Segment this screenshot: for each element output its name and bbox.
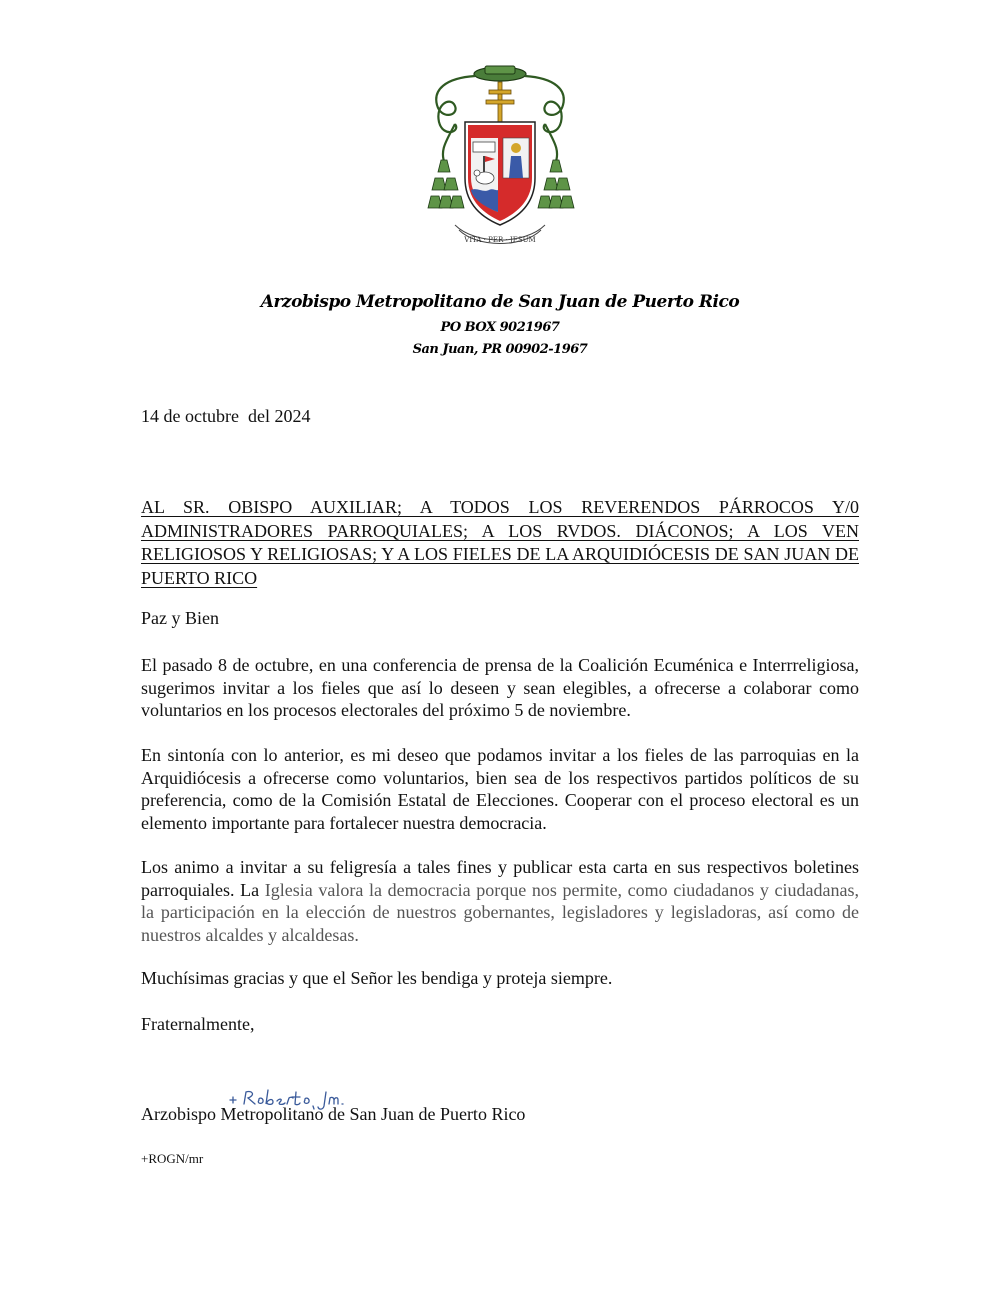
greeting: Paz y Bien xyxy=(141,608,219,628)
body-paragraph-3 xyxy=(141,856,859,946)
body-paragraph-3-part-1: Los animo a invitar a su feligresía a tales fines y publicar esta carta en sus respectivos boletines parroquiales. La xyxy=(141,857,859,900)
letterhead-po-box: PO BOX 9021967 xyxy=(440,320,560,335)
thanks-line: Muchísimas gracias y que el Señor les bendiga y proteja siempre. xyxy=(141,968,613,988)
addressee-block: AL SR. OBISPO AUXILIAR; A TODOS LOS REVERENDOS PÁRROCOS Y/0 ADMINISTRADORES PARROQUIALES; A LOS RVDOS. DIÁCONOS; A LOS VEN RELIGIOSOS Y RELIGIOSAS; Y A LOS FIELES DE LA ARQUIDIÓCESIS DE SAN JUAN DE PUERTO RICO xyxy=(141,497,859,588)
coat-of-arms-image xyxy=(425,60,575,250)
letter-date: 14 de octubre del 2024 xyxy=(141,406,311,426)
signatory-title: Arzobispo Metropolitano de San Juan de Puerto Rico xyxy=(141,1104,526,1124)
letterhead-city: San Juan, PR 00902-1967 xyxy=(412,342,588,357)
closing-salutation: Fraternalmente, xyxy=(141,1014,255,1034)
body-paragraph-2: En sintonía con lo anterior, es mi deseo que podamos invitar a los fieles de las parroquias en la Arquidiócesis a ofrecerse como voluntarios, bien sea de los respectivos partidos políticos de su preferencia, como de la Comisión Estatal de Elecciones. Cooperar con el proceso electoral es un elemento importante para fortalecer nuestra democracia. xyxy=(141,745,859,833)
motto-text: VITA · PER · JESUM xyxy=(464,236,536,244)
body-paragraph-1: El pasado 8 de octubre, en una conferencia de prensa de la Coalición Ecuménica e Interrreligiosa, sugerimos invitar a los fieles que así lo deseen y sean elegibles, a ofrecerse a colaborar como voluntarios en los procesos electorales del próximo 5 de noviembre. xyxy=(141,655,859,720)
letterhead-title: Arzobispo Metropolitano de San Juan de Puerto Rico xyxy=(260,292,740,312)
body-paragraph-3-part-2: Iglesia valora la democracia porque nos permite, como ciudadanos y ciudadanas, la participación en la elección de nuestros gobernantes, legisladores y legisladoras, así como de nuestros alcaldes y alcaldesas. xyxy=(141,879,859,945)
reference-initials: +ROGN/mr xyxy=(141,1151,204,1166)
